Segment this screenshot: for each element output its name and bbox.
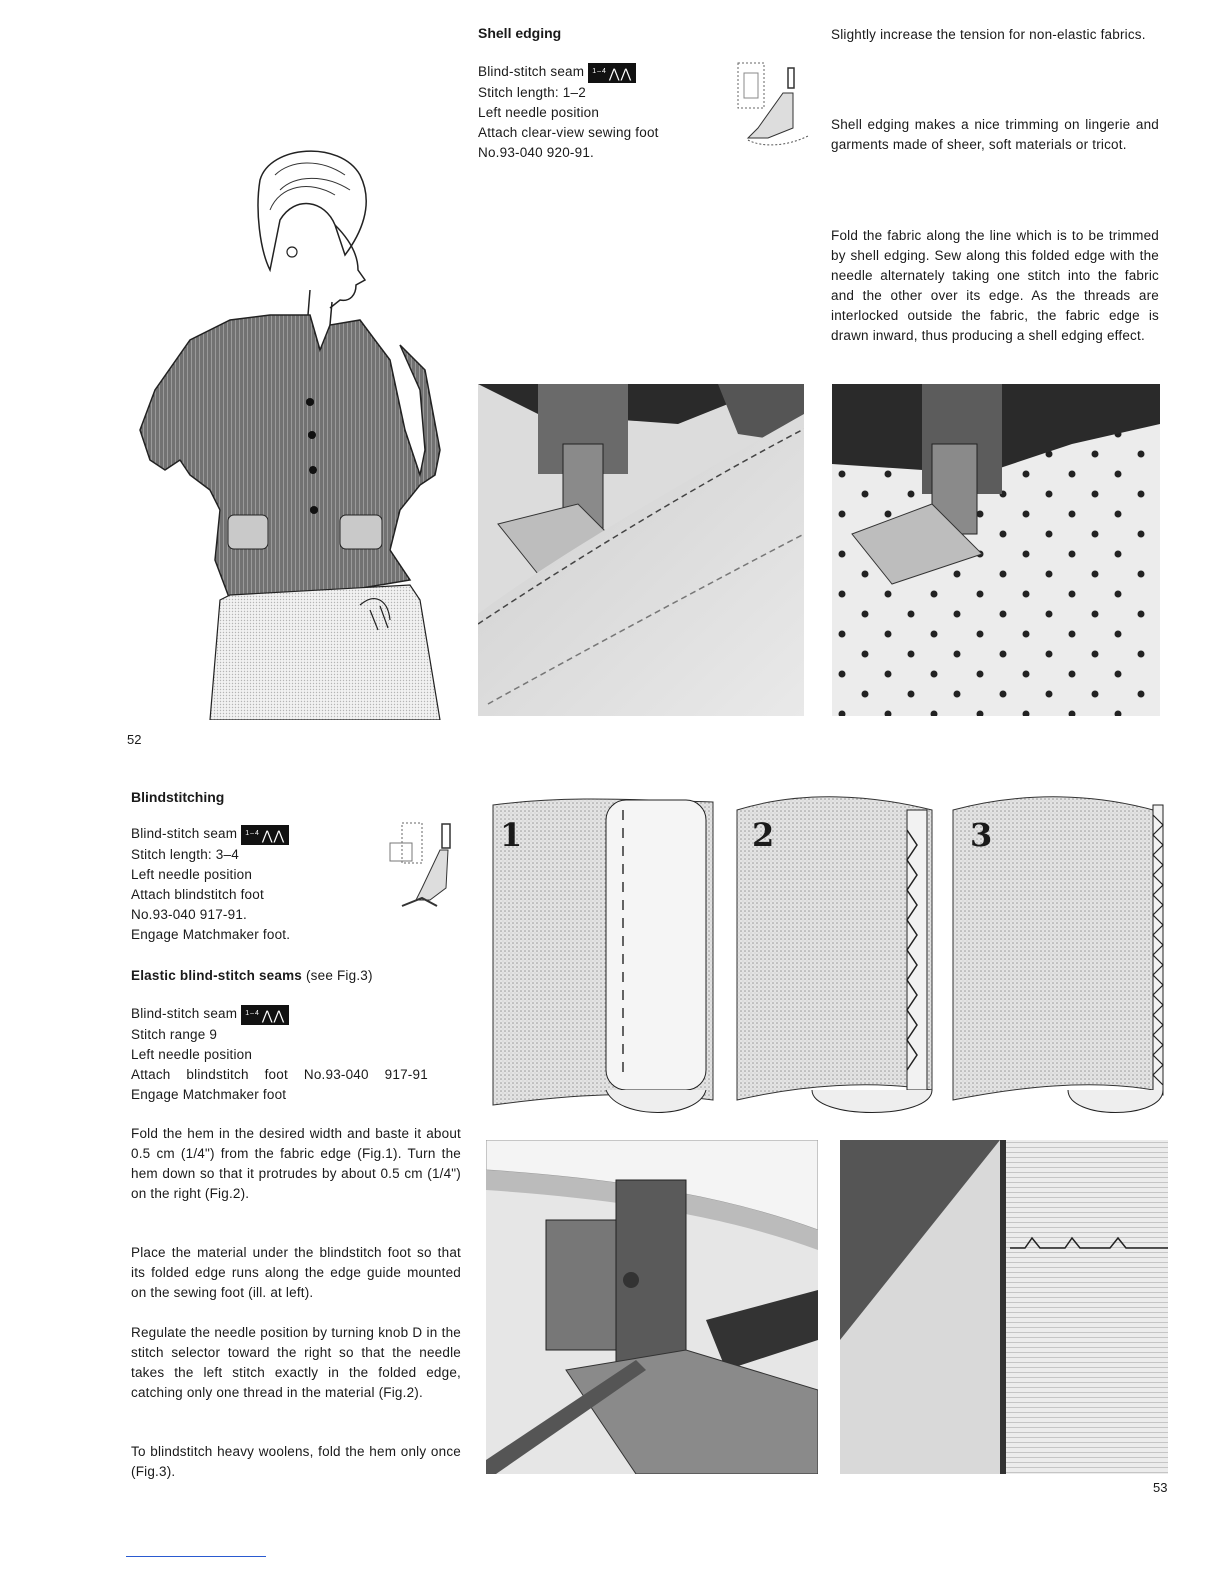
blindstitching-heading: Blindstitching — [131, 789, 225, 805]
blind-spec-line: Blind-stitch seam $^{1-4}$ ⋀⋀ — [131, 824, 290, 845]
stitch-badge: $^{1-4}$ ⋀⋀ — [241, 1005, 289, 1025]
fashion-illustration — [120, 130, 450, 720]
shell-trimming-paragraph: Shell edging makes a nice trimming on lingerie and garments made of sheer, soft materials or tricot. — [831, 117, 1159, 152]
elastic-spec-line: Left needle position — [131, 1047, 253, 1062]
blind-spec-line: Attach blindstitch foot — [131, 887, 264, 902]
elastic-specs — [131, 1004, 428, 1105]
footer-rule — [126, 1556, 266, 1557]
blindstitch-foot-icon — [382, 818, 462, 918]
shell-tension-paragraph: Slightly increase the tension for non-elastic fabrics. — [831, 27, 1146, 42]
blindstitch-closeup-photo — [840, 1140, 1168, 1474]
stitch-badge: $^{1-4}$ ⋀⋀ — [241, 825, 289, 845]
elastic-heavy-text — [131, 1442, 461, 1482]
elastic-spec-line: Stitch range 9 — [131, 1027, 218, 1042]
blindstitch-machine-photo — [486, 1140, 818, 1474]
elastic-place-text — [131, 1243, 461, 1303]
elastic-regulate-paragraph: Regulate the needle position by turning knob D in the stitch selector toward the right so that the needle takes the left stitch exactly in the folded edge, catching only one thread in the material (Fig.2). — [131, 1325, 461, 1400]
elastic-spec-line: Attach blindstitch foot No.93-040 917-91 — [131, 1067, 428, 1082]
elastic-hem-paragraph: Fold the hem in the desired width and baste it about 0.5 cm (1/4") from the fabric edge (Fig.1). Turn the hem down so that it protrudes by about 0.5 cm (1/4") on the right (Fig.2). — [131, 1126, 461, 1201]
shell-spec-line: Attach clear-view sewing foot — [478, 125, 659, 140]
page-number-right: 53 — [1153, 1480, 1168, 1495]
page-number-left: 52 — [127, 732, 142, 747]
elastic-heavy-paragraph: To blindstitch heavy woolens, fold the hem only once (Fig.3). — [131, 1444, 461, 1479]
elastic-regulate-text — [131, 1323, 461, 1403]
elastic-spec-line: Engage Matchmaker foot — [131, 1087, 287, 1102]
blind-spec-line: Stitch length: 3–4 — [131, 847, 239, 862]
elastic-hem-text — [131, 1124, 461, 1204]
blind-spec-line: Engage Matchmaker foot. — [131, 927, 291, 942]
shell-spec-line: Blind-stitch seam $^{1-4}$ ⋀⋀ — [478, 62, 659, 83]
blind-spec-line: No.93-040 917-91. — [131, 907, 247, 922]
elastic-spec-line: Blind-stitch seam $^{1-4}$ ⋀⋀ — [131, 1004, 428, 1025]
stitch-badge: $^{1-4}$ ⋀⋀ — [588, 63, 636, 83]
shell-edging-heading: Shell edging — [478, 25, 562, 41]
elastic-place-paragraph: Place the material under the blindstitch foot so that its folded edge runs along the edge guide mounted on the sewing foot (ill. at left). — [131, 1245, 461, 1300]
shell-edging-specs — [478, 62, 659, 163]
blind-spec-line: Left needle position — [131, 867, 253, 882]
blindstitching-specs — [131, 824, 290, 945]
shell-spec-line: No.93-040 920-91. — [478, 145, 594, 160]
shell-edging-photo-plain — [478, 384, 804, 716]
figure-1-hem-baste — [488, 790, 720, 1122]
elastic-heading-line — [131, 966, 373, 986]
shell-trimming-text — [831, 115, 1159, 155]
shell-tension-text — [831, 25, 1159, 45]
figure-2-label: 2 — [752, 816, 775, 854]
elastic-heading: Elastic blind-stitch seams — [131, 968, 303, 983]
shell-spec-line: Stitch length: 1–2 — [478, 85, 586, 100]
shell-spec-line: Left needle position — [478, 105, 600, 120]
shell-edging-photo-dotted — [832, 384, 1160, 716]
clear-view-foot-icon — [728, 58, 818, 153]
figure-3-label: 3 — [970, 816, 993, 854]
elastic-heading-suffix: (see Fig.3) — [302, 968, 373, 983]
figure-1-label: 1 — [500, 816, 523, 854]
shell-fold-paragraph: Fold the fabric along the line which is to be trimmed by shell edging. Sew along this folded edge with the needle alternately taking one stitch into the fabric and the other over its edge. As the threads are interlocked outside the fabric, the fabric edge is drawn inward, thus producing a shell edging effect. — [831, 228, 1159, 343]
shell-fold-text — [831, 226, 1159, 346]
